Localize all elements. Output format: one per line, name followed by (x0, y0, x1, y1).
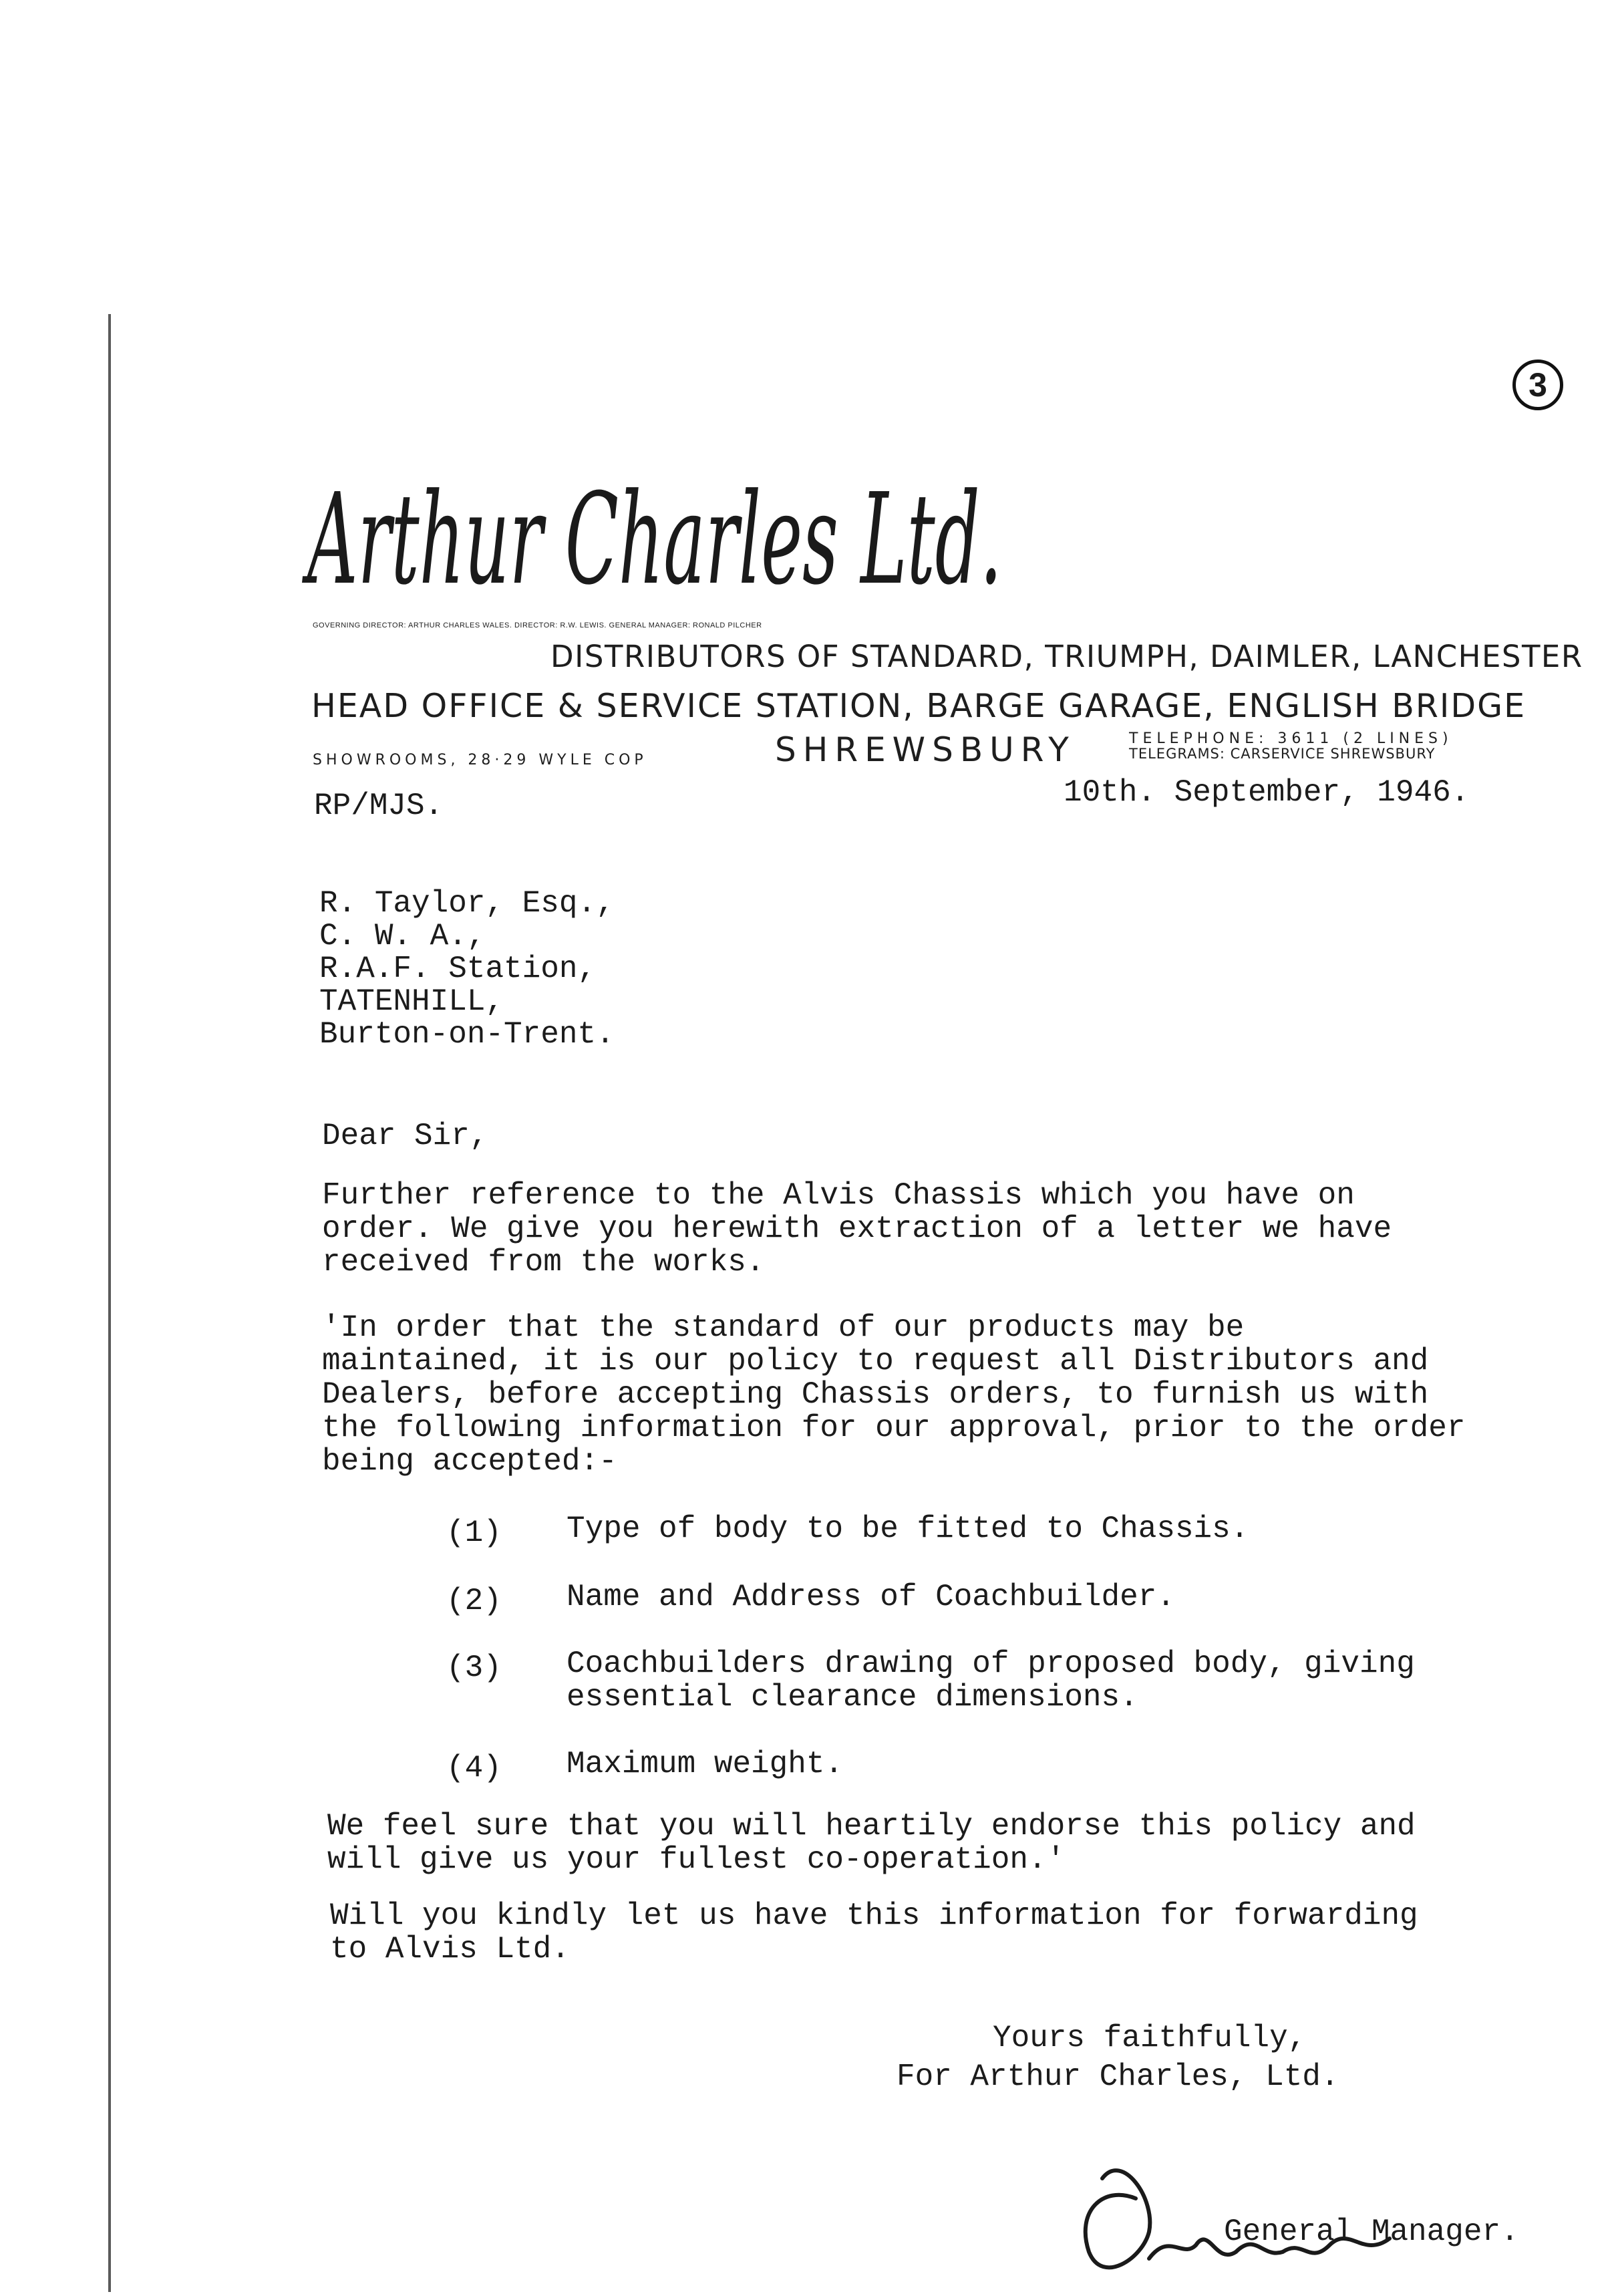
salutation: Dear Sir, (322, 1119, 488, 1153)
quote-line: the following information for our approval, prior to the order (322, 1411, 1466, 1445)
request-paragraph (330, 1899, 1586, 1966)
distributors-line: DISTRIBUTORS OF STANDARD, TRIUMPH, DAIMLER, LANCHESTER (550, 639, 1583, 674)
item-text: Coachbuilders drawing of proposed body, giving (567, 1646, 1415, 1681)
endorse-paragraph (327, 1810, 1583, 1876)
closing: Yours faithfully, (993, 2021, 1307, 2055)
showrooms-line: SHOWROOMS, 28·29 WYLE COP (313, 752, 647, 768)
reference-code: RP/MJS. (314, 788, 444, 823)
item-text: Name and Address of Coachbuilder. (567, 1580, 1175, 1614)
intro-line: received from the works. (322, 1245, 765, 1280)
item-number: (3) (446, 1651, 502, 1685)
recipient-line: C. W. A., (319, 919, 486, 954)
intro-line: Further reference to the Alvis Chassis which you have on (322, 1178, 1355, 1213)
endorse-line: We feel sure that you will heartily endorse this policy and (327, 1809, 1416, 1844)
recipient-line: Burton-on-Trent. (319, 1017, 615, 1052)
endorse-line: will give us your fullest co-operation.' (327, 1842, 1066, 1877)
letter-date: 10th. September, 1946. (1064, 775, 1470, 810)
request-line: Will you kindly let us have this information for forwarding (330, 1898, 1418, 1933)
quote-paragraph (322, 1311, 1578, 1478)
page-number: 3 (1512, 360, 1563, 410)
item-text: Type of body to be fitted to Chassis. (567, 1512, 1249, 1546)
company-logo (301, 434, 1009, 615)
item-text: Maximum weight. (567, 1747, 844, 1781)
request-line: to Alvis Ltd. (330, 1932, 570, 1967)
quote-line: 'In order that the standard of our products may be (322, 1310, 1245, 1345)
item-number: (1) (446, 1516, 502, 1550)
recipient-line: TATENHILL, (319, 984, 504, 1019)
intro-paragraph (322, 1179, 1578, 1279)
quote-line: Dealers, before accepting Chassis orders, to furnish us with (322, 1377, 1429, 1412)
telegrams-line: TELEGRAMS: CARSERVICE SHREWSBURY (1129, 746, 1436, 762)
company-line: For Arthur Charles, Ltd. (897, 2059, 1339, 2094)
recipient-line: R. Taylor, Esq., (319, 886, 615, 921)
recipient-line: R.A.F. Station, (319, 952, 597, 986)
logo-wordmark: Arthur Charles Ltd. (301, 466, 1003, 613)
quote-line: being accepted:- (322, 1444, 617, 1479)
quote-line: maintained, it is our policy to request all Distributors and (322, 1344, 1429, 1379)
item-number: (4) (446, 1751, 502, 1785)
page-left-edge (108, 314, 111, 2292)
town-name: SHREWSBURY (775, 730, 1076, 769)
signatory-title: General Manager. (1224, 2214, 1519, 2249)
head-office-line: HEAD OFFICE & SERVICE STATION, BARGE GARAGE, ENGLISH BRIDGE (311, 687, 1527, 725)
item-number: (2) (446, 1584, 502, 1618)
directors-line: GOVERNING DIRECTOR: ARTHUR CHARLES WALES. DIRECTOR: R.W. LEWIS. GENERAL MANAGER: RONALD PILCHER (313, 621, 762, 629)
telephone-line: TELEPHONE: 3611 (2 LINES) (1129, 730, 1453, 747)
item-text: essential clearance dimensions. (567, 1680, 1138, 1715)
intro-line: order. We give you herewith extraction of a letter we have (322, 1211, 1392, 1246)
